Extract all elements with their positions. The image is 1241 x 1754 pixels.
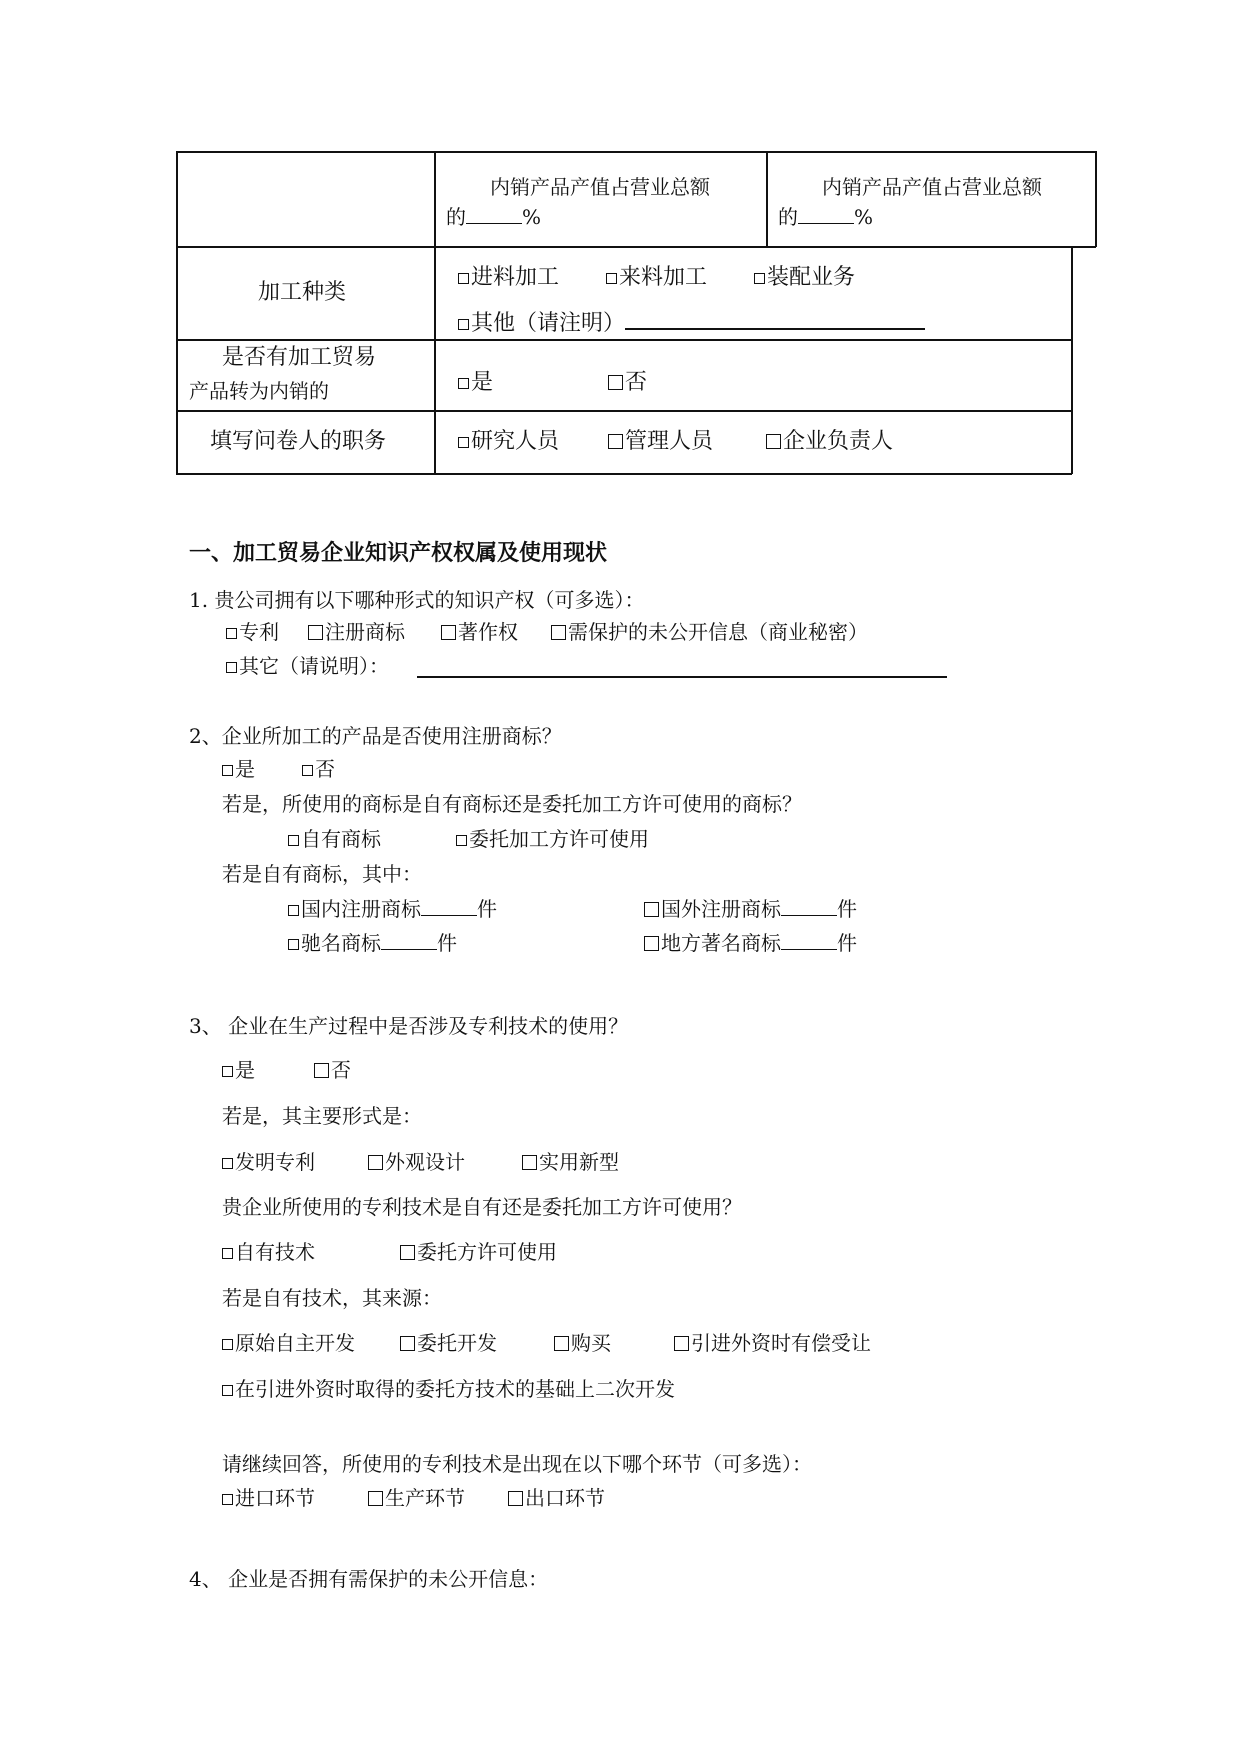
row3-option-no[interactable]: 否	[608, 369, 647, 397]
q2-question: 2、企业所加工的产品是否使用注册商标？	[189, 724, 562, 748]
checkbox-icon[interactable]	[288, 939, 299, 950]
checkbox-icon[interactable]	[441, 625, 456, 640]
row2-option-2[interactable]: 来料加工	[606, 264, 707, 292]
q3-origin-5[interactable]: 在引进外资时取得的委托方技术的基础上二次开发	[222, 1375, 675, 1403]
checkbox-icon[interactable]	[456, 835, 467, 846]
q3-origin-1[interactable]: 原始自主开发	[222, 1329, 355, 1357]
percent-blank[interactable]	[798, 205, 854, 224]
q3-sub3: 若是自有技术，其来源：	[222, 1286, 442, 1310]
section-title: 一、加工贸易企业知识产权权属及使用现状	[189, 540, 608, 566]
checkbox-icon[interactable]	[554, 1336, 569, 1351]
q1-other[interactable]: 其它（请说明）：	[226, 652, 389, 680]
q4-question: 4、 企业是否拥有需保护的未公开信息：	[189, 1567, 549, 1591]
checkbox-icon[interactable]	[458, 378, 469, 389]
q3-stage-2[interactable]: 生产环节	[368, 1484, 465, 1512]
q3-form-3[interactable]: 实用新型	[522, 1148, 619, 1176]
q3-option-yes[interactable]: 是	[222, 1056, 255, 1084]
count-blank[interactable]	[781, 897, 837, 916]
checkbox-icon[interactable]	[608, 434, 623, 449]
row4-option-3[interactable]: 企业负责人	[766, 428, 893, 456]
q1-option-4[interactable]: 需保护的未公开信息（商业秘密）	[551, 618, 868, 646]
row3-option-yes[interactable]: 是	[458, 369, 493, 397]
count-blank[interactable]	[781, 931, 837, 950]
row2-label: 加工种类	[258, 280, 347, 305]
q3-origin-2[interactable]: 委托开发	[400, 1329, 497, 1357]
checkbox-icon[interactable]	[226, 628, 237, 639]
checkbox-icon[interactable]	[314, 1063, 329, 1078]
row3-label-line1: 是否有加工贸易	[222, 345, 377, 370]
row1-col3-line1: 内销产品产值占营业总额	[822, 175, 1042, 199]
checkbox-icon[interactable]	[458, 319, 469, 330]
checkbox-icon[interactable]	[226, 662, 237, 673]
q2-count-2[interactable]: 国外注册商标 件	[644, 895, 857, 923]
q2-sub1: 若是，所使用的商标是自有商标还是委托加工方许可使用的商标？	[222, 792, 802, 816]
checkbox-icon[interactable]	[288, 835, 299, 846]
q1-option-3[interactable]: 著作权	[441, 618, 518, 646]
q3-source-2[interactable]: 委托方许可使用	[400, 1238, 557, 1266]
checkbox-icon[interactable]	[222, 1339, 233, 1350]
checkbox-icon[interactable]	[644, 936, 659, 951]
percent-blank[interactable]	[466, 205, 522, 224]
checkbox-icon[interactable]	[508, 1491, 523, 1506]
row4-option-2[interactable]: 管理人员	[608, 428, 713, 456]
q2-sub1-option-1[interactable]: 自有商标	[288, 825, 381, 853]
q1-other-blank[interactable]	[417, 676, 947, 678]
q2-count-1[interactable]: 国内注册商标 件	[288, 895, 497, 923]
checkbox-icon[interactable]	[458, 437, 469, 448]
row1-col2-line2: 的 %	[446, 205, 542, 229]
checkbox-icon[interactable]	[222, 1248, 233, 1259]
checkbox-icon[interactable]	[308, 625, 323, 640]
q3-sub2: 贵企业所使用的专利技术是自有还是委托加工方许可使用？	[222, 1195, 742, 1219]
q1-option-1[interactable]: 专利	[226, 618, 279, 646]
checkbox-icon[interactable]	[606, 273, 617, 284]
row4-option-1[interactable]: 研究人员	[458, 428, 559, 456]
q2-count-4[interactable]: 地方著名商标 件	[644, 929, 857, 957]
checkbox-icon[interactable]	[458, 273, 469, 284]
q3-form-1[interactable]: 发明专利	[222, 1148, 315, 1176]
row1-col3-line2: 的 %	[778, 205, 874, 229]
checkbox-icon[interactable]	[302, 765, 313, 776]
checkbox-icon[interactable]	[222, 1385, 233, 1396]
checkbox-icon[interactable]	[551, 625, 566, 640]
checkbox-icon[interactable]	[222, 1494, 233, 1505]
row3-label-line2: 产品转为内销的	[189, 379, 329, 403]
checkbox-icon[interactable]	[644, 902, 659, 917]
checkbox-icon[interactable]	[368, 1491, 383, 1506]
q2-option-no[interactable]: 否	[302, 755, 335, 783]
row2-option-3[interactable]: 装配业务	[754, 264, 855, 292]
q3-option-no[interactable]: 否	[314, 1056, 351, 1084]
q3-sub1: 若是，其主要形式是：	[222, 1104, 422, 1128]
checkbox-icon[interactable]	[368, 1155, 383, 1170]
q2-sub2: 若是自有商标，其中：	[222, 862, 422, 886]
checkbox-icon[interactable]	[766, 434, 781, 449]
checkbox-icon[interactable]	[754, 273, 765, 284]
q2-option-yes[interactable]: 是	[222, 755, 255, 783]
row2-other[interactable]: 其他（请注明）	[458, 310, 925, 338]
q3-origin-4[interactable]: 引进外资时有偿受让	[674, 1329, 871, 1357]
q3-stage-1[interactable]: 进口环节	[222, 1484, 315, 1512]
checkbox-icon[interactable]	[400, 1245, 415, 1260]
row2-option-1[interactable]: 进料加工	[458, 264, 559, 292]
row1-col2-line1: 内销产品产值占营业总额	[490, 175, 710, 199]
q1-option-2[interactable]: 注册商标	[308, 618, 405, 646]
q3-source-1[interactable]: 自有技术	[222, 1238, 315, 1266]
checkbox-icon[interactable]	[222, 1066, 233, 1077]
checkbox-icon[interactable]	[400, 1336, 415, 1351]
checkbox-icon[interactable]	[522, 1155, 537, 1170]
q3-origin-3[interactable]: 购买	[554, 1329, 611, 1357]
q1-question: 1. 贵公司拥有以下哪种形式的知识产权（可多选）：	[189, 588, 645, 612]
row4-label: 填写问卷人的职务	[210, 429, 387, 454]
checkbox-icon[interactable]	[674, 1336, 689, 1351]
checkbox-icon[interactable]	[608, 375, 623, 390]
q3-form-2[interactable]: 外观设计	[368, 1148, 465, 1176]
q3-question: 3、 企业在生产过程中是否涉及专利技术的使用？	[189, 1014, 629, 1038]
q3-stage-3[interactable]: 出口环节	[508, 1484, 605, 1512]
checkbox-icon[interactable]	[288, 905, 299, 916]
q3-sub4: 请继续回答，所使用的专利技术是出现在以下哪个环节（可多选）：	[222, 1452, 812, 1476]
q2-count-3[interactable]: 驰名商标 件	[288, 929, 457, 957]
count-blank[interactable]	[381, 931, 437, 950]
count-blank[interactable]	[421, 897, 477, 916]
checkbox-icon[interactable]	[222, 765, 233, 776]
q2-sub1-option-2[interactable]: 委托加工方许可使用	[456, 825, 649, 853]
other-blank[interactable]	[625, 310, 925, 330]
checkbox-icon[interactable]	[222, 1158, 233, 1169]
